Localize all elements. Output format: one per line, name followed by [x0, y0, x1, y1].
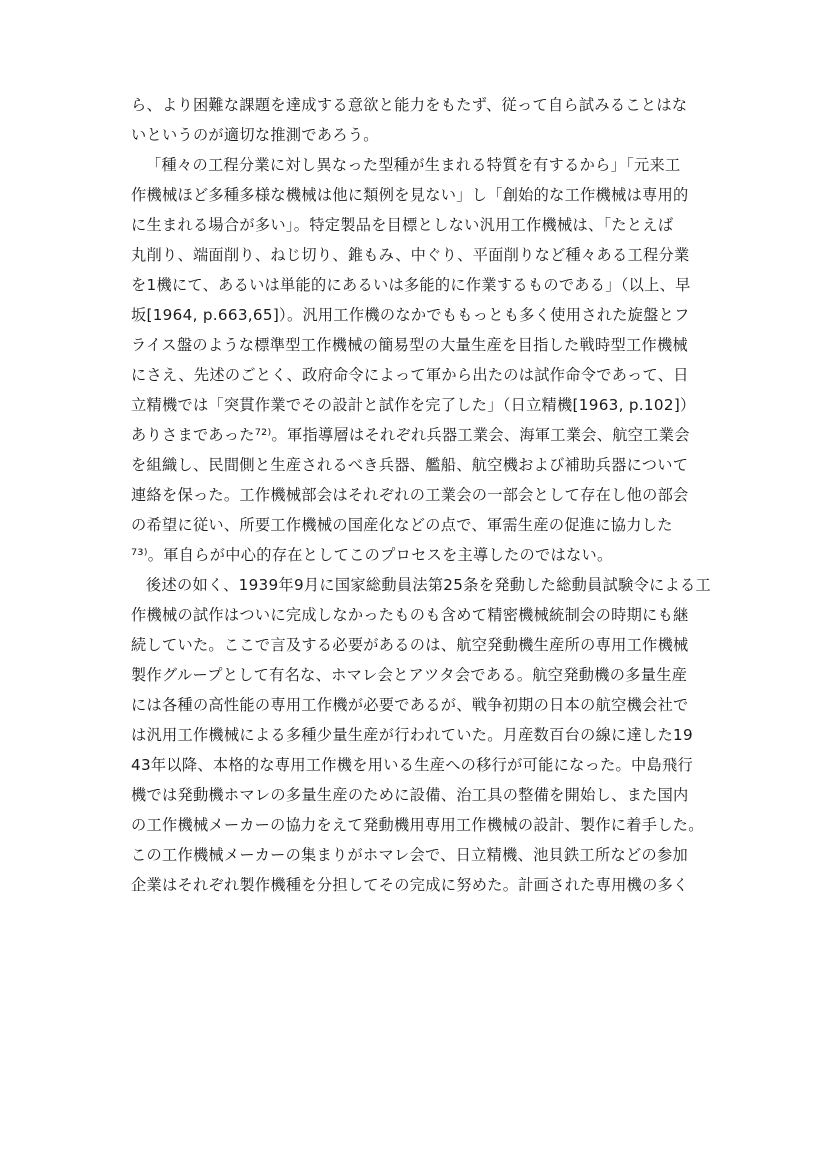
- body-line: 後述の如く、1939年9月に国家総動員法第25条を発動した総動員試験令による工: [146, 576, 712, 594]
- body-line: 丸削り、端面削り、ねじ切り、錐もみ、中ぐり、平面削りなど種々ある工程分業: [131, 246, 690, 264]
- body-line: 「種々の工程分業に対し異なった型種が生まれる特質を有するから」「元来工: [146, 156, 681, 174]
- body-line: 作機械ほど多種多様な機械は他に類例を見ない」し「創始的な工作機械は専用的: [131, 186, 689, 204]
- body-line: 連絡を保った。工作機械部会はそれぞれの工業会の一部会として存在し他の部会: [131, 486, 689, 504]
- body-line: 続していた。ここで言及する必要があるのは、航空発動機生産所の専用工作機械: [131, 636, 689, 654]
- body-line: ⁷³⁾。軍自らが中心的存在としてこのプロセスを主導したのではない。: [131, 546, 613, 564]
- body-line: この工作機械メーカーの集まりがホマレ会で、日立精機、池貝鉄工所などの参加: [131, 846, 688, 864]
- body-line: の工作機械メーカーの協力をえて発動機用専用工作機械の設計、製作に着手した。: [131, 816, 704, 834]
- body-line: に生まれる場合が多い」。特定製品を目標としない汎用工作機械は、「たとえば: [131, 216, 674, 234]
- body-line: の希望に従い、所要工作機械の国産化などの点で、軍需生産の促進に協力した: [131, 516, 673, 534]
- body-line: には各種の高性能の専用工作機が必要であるが、戦争初期の日本の航空機会社で: [131, 696, 689, 714]
- body-line: 坂[1964, p.663,65]）。汎用工作機のなかでももっとも多く使用された旋盤とフ: [131, 306, 690, 324]
- body-line: ら、より困難な課題を達成する意欲と能力をもたず、従って自ら試みることはな: [131, 96, 688, 114]
- body-line: いというのが適切な推測であろう。: [131, 126, 379, 144]
- body-line: 機では発動機ホマレの多量生産のために設備、治工具の整備を開始し、また国内: [131, 786, 689, 804]
- body-line: は汎用工作機械による多種少量生産が行われていた。月産数百台の線に達した19: [131, 726, 693, 744]
- body-line: 43年以降、本格的な専用工作機を用いる生産への移行が可能になった。中島飛行: [131, 756, 693, 774]
- body-line: ライス盤のような標準型工作機械の簡易型の大量生産を目指した戦時型工作機械: [131, 336, 688, 354]
- body-line: ありさまであった⁷²⁾。軍指導層はそれぞれ兵器工業会、海軍工業会、航空工業会: [131, 426, 690, 444]
- body-line: 製作グループとして有名な、ホマレ会とアツタ会である。航空発動機の多量生産: [131, 666, 688, 684]
- body-line: 作機械の試作はついに完成しなかったものも含めて精密機械統制会の時期にも継: [131, 606, 689, 624]
- body-line: を組織し、民間側と生産されるべき兵器、艦船、航空機および補助兵器について: [131, 456, 689, 474]
- body-line: を1機にて、あるいは単能的にあるいは多能的に作業するものである」（以上、早: [131, 276, 691, 294]
- body-line: にさえ、先述のごとく、政府命令によって軍から出たのは試作命令であって、日: [131, 366, 689, 384]
- body-line: 立精機では「突貫作業でその設計と試作を完了した」（日立精機[1963, p.102]）: [131, 396, 696, 414]
- body-line: 企業はそれぞれ製作機種を分担してその完成に努めた。計画された専用機の多く: [131, 876, 689, 894]
